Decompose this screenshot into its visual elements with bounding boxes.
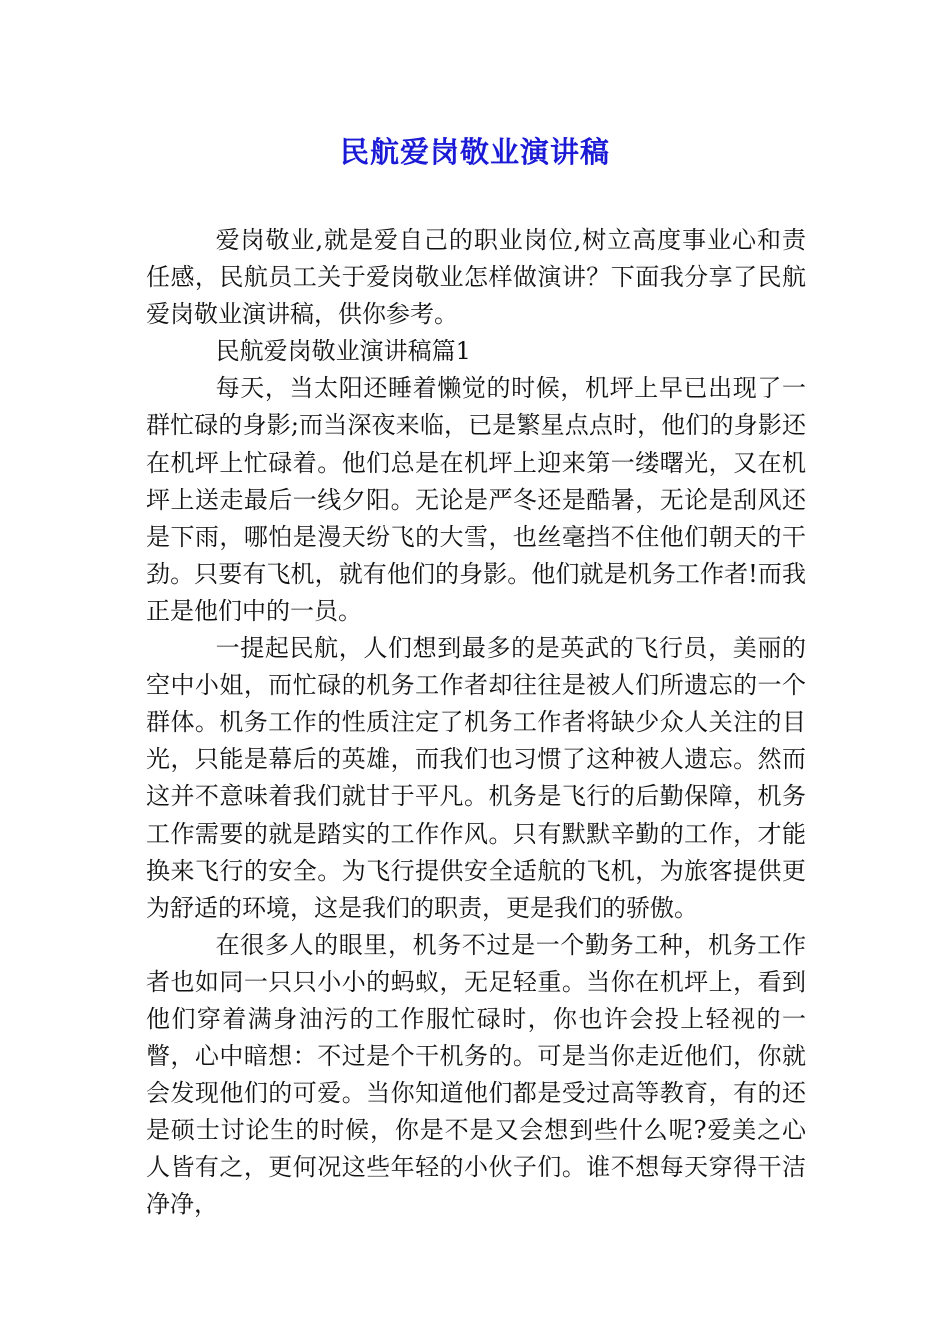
body-paragraph: 每天，当太阳还睡着懒觉的时候，机坪上早已出现了一群忙碌的身影;而当深夜来临，已是繁星点点时，他们的身影还在机坪上忙碌着。他们总是在机坪上迎来第一缕曙光，又在机坪上送走最后一线夕阳。无论是严冬还是酷暑，无论是刮风还是下雨，哪怕是漫天纷飞的大雪，也丝毫挡不住他们朝天的干劲。只要有飞机，就有他们的身影。他们就是机务工作者!而我正是他们中的一员。 [146,374,806,625]
body-paragraph: 一提起民航，人们想到最多的是英武的飞行员，美丽的空中小姐，而忙碌的机务工作者却往往是被人们所遗忘的一个群体。机务工作的性质注定了机务工作者将缺少众人关注的目光，只能是幕后的英雄，而我们也习惯了这种被人遗忘。然而这并不意味着我们就甘于平凡。机务是飞行的后勤保障，机务工作需要的就是踏实的工作作风。只有默默辛勤的工作，才能换来飞行的安全。为飞行提供安全适航的飞机，为旅客提供更为舒适的环境，这是我们的职责，更是我们的骄傲。 [146,634,806,922]
section-heading: 民航爱岗敬业演讲稿篇1 [215,337,471,366]
intro-paragraph: 爱岗敬业,就是爱自己的职业岗位,树立高度事业心和责任感，民航员工关于爱岗敬业怎样做演讲？下面我分享了民航爱岗敬业演讲稿，供你参考。 [146,226,806,329]
document-title: 民航爱岗敬业演讲稿 [339,135,610,169]
document-body [146,222,806,1224]
body-paragraph: 在很多人的眼里，机务不过是一个勤务工种，机务工作者也如同一只只小小的蚂蚁，无足轻重。当你在机坪上，看到他们穿着满身油污的工作服忙碌时，你也许会投上轻视的一瞥，心中暗想：不过是个干机务的。可是当你走近他们，你就会发现他们的可爱。当你知道他们都是受过高等教育，有的还是硕士讨论生的时候，你是不是又会想到些什么呢?爱美之心人皆有之，更何况这些年轻的小伙子们。谁不想每天穿得干洁净净， [146,930,806,1219]
